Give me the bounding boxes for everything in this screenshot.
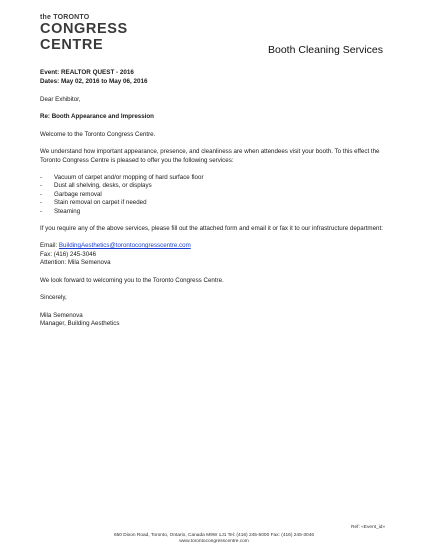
list-item: - Dust all shelving, desks, or displays bbox=[40, 182, 390, 190]
logo-line-1: the TORONTO bbox=[40, 14, 90, 21]
page-footer bbox=[0, 533, 428, 545]
fax-line: Fax: (416) 245-3046 bbox=[40, 250, 97, 258]
event-line: Event: REALTOR QUEST - 2016 bbox=[40, 69, 134, 76]
email-label: Email: bbox=[40, 242, 59, 250]
request-paragraph: If you require any of the above services, please fill out the attached form and email it or fax it to our infrastructure department: bbox=[40, 225, 383, 233]
email-link[interactable]: BuildingAesthetics@torontocongresscentre.com bbox=[58, 242, 191, 250]
document-title: Booth Cleaning Services bbox=[268, 44, 383, 56]
letter-body bbox=[40, 96, 390, 337]
logo-line-3: CENTRE bbox=[40, 36, 104, 53]
footer-address: 650 Dixon Road, Toronto, Ontario, Canada M9W 1J1 Tel: (416) 245-5000 Fax: (416) 245-3046 bbox=[113, 533, 315, 538]
footer-website: www.torontocongresscentre.com bbox=[179, 539, 249, 544]
contact-block bbox=[40, 242, 390, 267]
signoff: Sincerely, bbox=[40, 294, 67, 302]
salutation: Dear Exhibitor, bbox=[40, 96, 81, 103]
list-item: - Garbage removal bbox=[40, 191, 390, 199]
list-item: - Stain removal on carpet if needed bbox=[40, 199, 390, 207]
welcome-paragraph: Welcome to the Toronto Congress Centre. bbox=[40, 130, 156, 138]
event-info bbox=[40, 69, 147, 86]
intro-paragraph: We understand how important appearance, presence, and cleanliness are when attendees visit your booth. To this effect the Toronto Congress Centre is pleased to offer you the following services: bbox=[40, 148, 380, 164]
services-list bbox=[40, 174, 390, 216]
dates-line: Dates: May 02, 2016 to May 06, 2016 bbox=[40, 77, 148, 85]
company-logo bbox=[40, 14, 128, 52]
signature-block bbox=[40, 312, 390, 329]
signer-name: Mila Semenova bbox=[40, 311, 83, 319]
closing-paragraph: We look forward to welcoming you to the Toronto Congress Centre. bbox=[40, 276, 224, 284]
list-item: - Steaming bbox=[40, 208, 390, 216]
reference-id: Ref: «Event_id» bbox=[351, 525, 386, 530]
attention-line: Attention: Mila Semenova bbox=[40, 259, 111, 267]
list-item: - Vacuum of carpet and/or mopping of hard surface floor bbox=[40, 174, 390, 182]
logo-line-2: CONGRESS bbox=[40, 21, 128, 37]
signer-title: Manager, Building Aesthetics bbox=[40, 319, 120, 327]
subject-line: Re: Booth Appearance and Impression bbox=[40, 113, 154, 121]
